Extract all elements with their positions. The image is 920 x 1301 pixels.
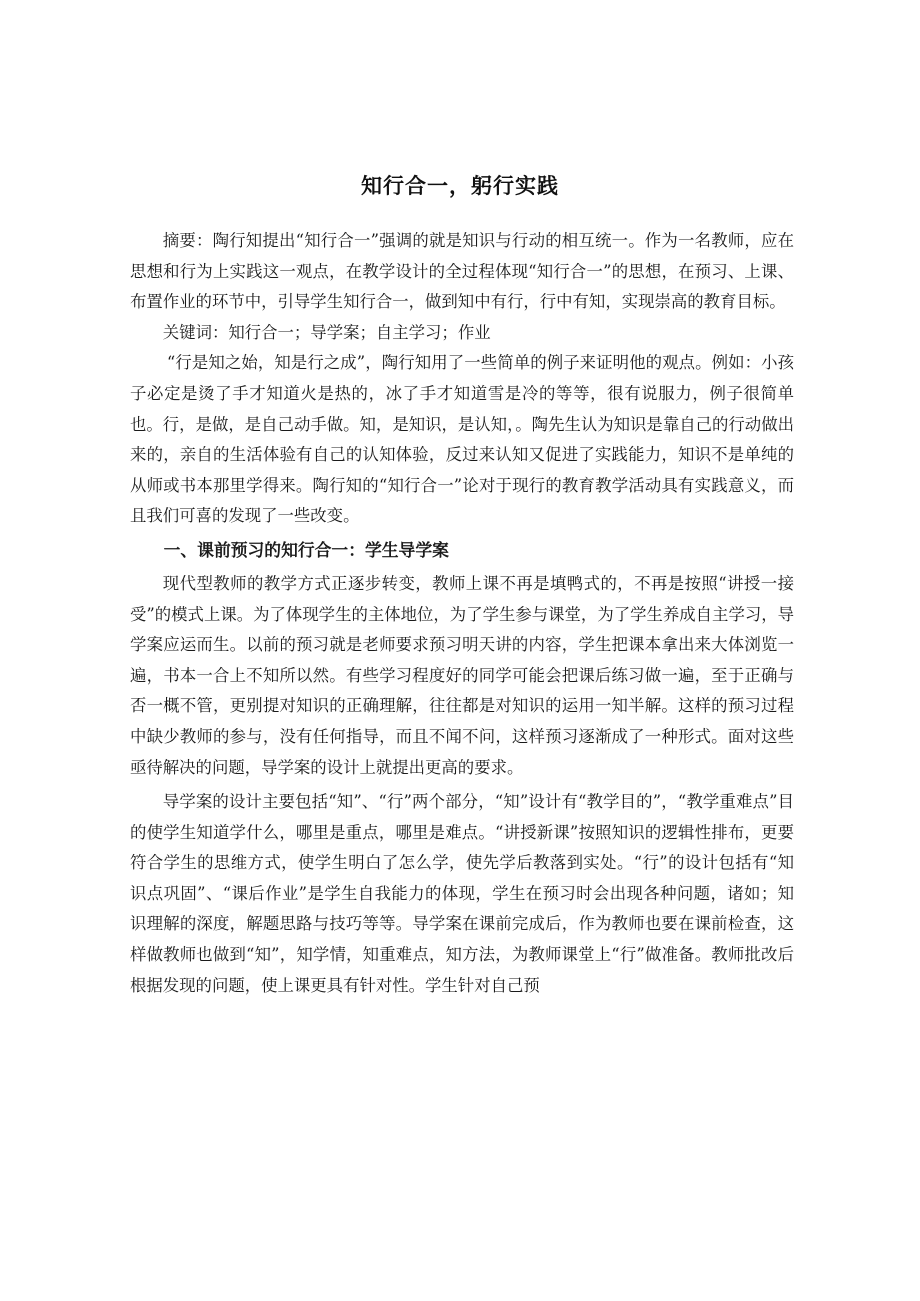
body-paragraph: 导学案的设计主要包括“知”、“行”两个部分，“知”设计有“教学目的”，“教学重难点”目的使学生知道学什么，哪里是重点，哪里是难点。“讲授新课”按照知识的逻辑性排布，更要符合学生的思维方式，使学生明白了怎么学，使先学后教落到实处。“行”的设计包括有“知识点巩固”、“课后作业”是学生自我能力的体现，学生在预习时会出现各种问题，诸如；知识理解的深度，解题思路与技巧等等。导学案在课前完成后，作为教师也要在课前检查，这样做教师也做到“知”，知学情，知重难点，知方法，为教师课堂上“行”做准备。教师批改后根据发现的问题，使上课更具有针对性。学生针对自己预 (130, 792, 794, 995)
intro-paragraph: “行是知之始，知是行之成”，陶行知用了一些简单的例子来证明他的观点。例如：小孩子必定是烫了手才知道火是热的，冰了手才知道雪是冷的等等，很有说服力，例子很简单也。行，是做，是自己动手做。知，是知识，是认知，。陶先生认为知识是靠自己的行动做出来的，亲自的生活体验有自己的认知体验，反过来认知又促进了实践能力，知识不是单纯的从师或书本那里学得来。陶行知的“知行合一”论对于现行的教育教学活动具有实践意义，而且我们可喜的发现了一些改变。 (130, 353, 794, 526)
keywords-paragraph: 关键词：知行合一；导学案；自主学习；作业 (162, 322, 491, 342)
abstract-paragraph: 摘要：陶行知提出“知行合一”强调的就是知识与行动的相互统一。作为一名教师，应在思想和行为上实践这一观点，在教学设计的全过程体现“知行合一”的思想，在预习、上课、布置作业的环节中，引导学生知行合一，做到知中有行，行中有知，实现崇高的教育目标。 (130, 231, 794, 312)
section-heading: 一、课前预习的知行合一：学生导学案 (163, 539, 449, 560)
body-paragraph: 现代型教师的教学方式正逐步转变，教师上课不再是填鸭式的，不再是按照“讲授一接受”的模式上课。为了体现学生的主体地位，为了学生参与课堂，为了学生养成自主学习，导学案应运而生。以前的预习就是老师要求预习明天讲的内容，学生把课本拿出来大体浏览一遍，书本一合上不知所以然。有些学习程度好的同学可能会把课后练习做一遍，至于正确与否一概不管，更别提对知识的正确理解，往往都是对知识的运用一知半解。这样的预习过程中缺少教师的参与，没有任何指导，而且不闻不问，这样预习逐渐成了一种形式。面对这些亟待解决的问题，导学案的设计上就提出更高的要求。 (130, 573, 795, 777)
document-body (130, 226, 794, 1001)
document-title: 知行合一，躬行实践 (361, 174, 559, 198)
